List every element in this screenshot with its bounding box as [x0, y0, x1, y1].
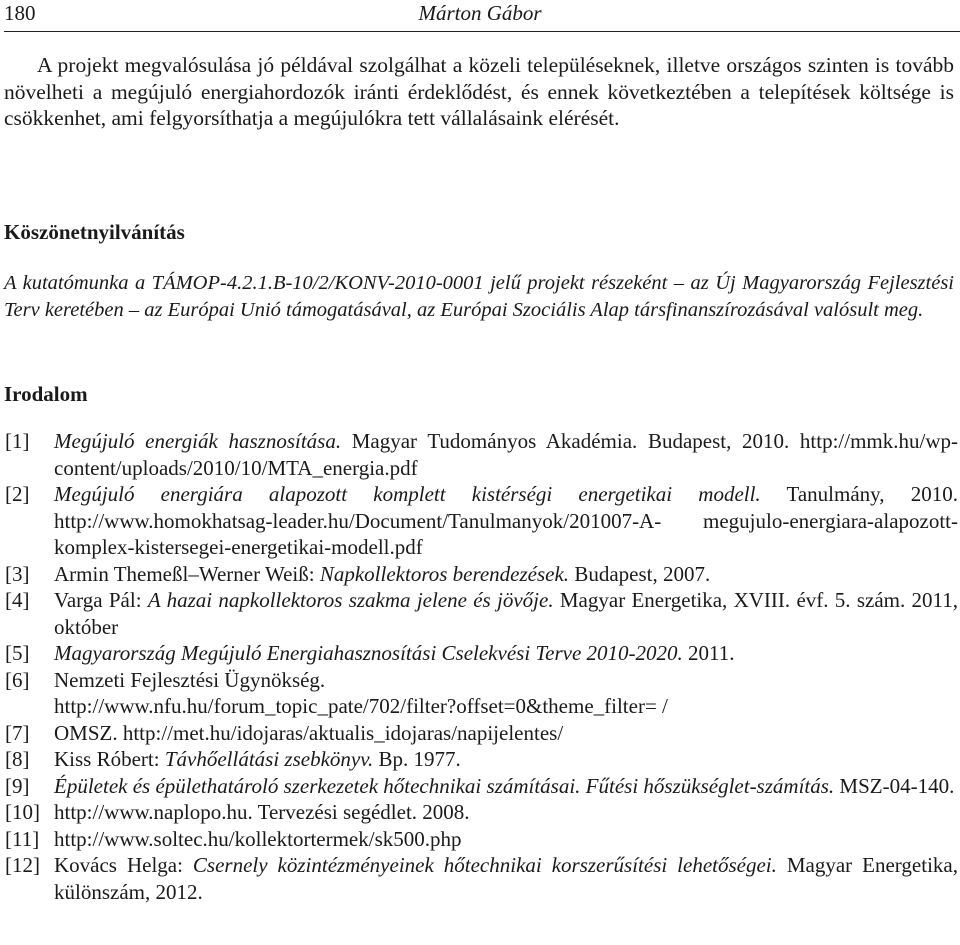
reference-item: [0, 667, 958, 720]
reference-lead: Nemzeti Fejlesztési Ügynökség.: [54, 667, 326, 692]
reference-italic: Megújuló energiára alapozott komplett kistérségi energetikai modell.: [54, 482, 761, 506]
ack-paragraph: A kutatómunka a TÁMOP-4.2.1.B-10/2/KONV-2010-0001 jelű projekt részeként – az Új Magyarország Fejlesztési Terv keretében – az Európai Unió támogatásával, az Európai Szociális Alap társfinanszírozásával valósult meg.: [4, 272, 954, 321]
reference-italic: Magyarország Megújuló Energiahasznosítási Cselekvési Terve 2010-2020.: [54, 641, 683, 665]
reference-tail: Tanulmány, 2010. http://www.homokhatsag-leader.hu/Document/Tanulmanyok/201007-A- megujulo-energiara-alapozott-komplex-kistersegei-energetikai-modell.pdf: [54, 482, 958, 559]
reference-item: [0, 428, 958, 481]
reference-item: [0, 561, 958, 588]
reference-item: [0, 852, 958, 905]
reference-url[interactable]: http://www.nfu.hu/forum_topic_pate/702/filter?offset=0&theme_filter= /: [54, 694, 668, 718]
reference-tail: 2011.: [682, 641, 735, 665]
reference-number: [11]: [5, 826, 40, 851]
ack-heading: Köszönetnyilvánítás: [4, 220, 185, 244]
reference-item: [0, 746, 958, 773]
references-heading: Irodalom: [4, 382, 88, 406]
reference-lead: Kiss Róbert:: [54, 747, 165, 771]
reference-item: [0, 773, 958, 800]
reference-tail: Magyar Energetika, XVIII. évf. 5. szám. 2011, október: [54, 588, 958, 639]
intro-paragraph: A projekt megvalósulása jó példával szolgálhat a közeli településeknek, illetve országos szinten is tovább növelheti a megújuló energiahordozók iránti érdeklődést, és ennek következtében a telepítések költsége is csökkenhet, ami felgyorsíthatja a megújulókra tett vállalásaink elérését.: [4, 53, 954, 130]
reference-italic: Épületek és épülethatároló szerkezetek hőtechnikai számításai. Fűtési hőszükséglet-számítás.: [54, 773, 835, 798]
reference-tail: Budapest, 2007.: [569, 561, 711, 586]
reference-tail: Magyar Tudományos Akadémia. Budapest, 2010. http://mmk.hu/wp-content/uploads/2010/10/MTA_energia.pdf: [54, 429, 958, 480]
reference-italic: Távhőellátási zsebkönyv.: [164, 747, 374, 771]
reference-lead: http://www.soltec.hu/kollektortermek/sk500.php: [54, 826, 462, 851]
reference-number: [3]: [5, 561, 30, 586]
reference-italic: Megújuló energiák hasznosítása.: [54, 429, 342, 453]
reference-lead: OMSZ. http://met.hu/idojaras/aktualis_idojaras/napijelentes/: [54, 720, 564, 745]
reference-number: [9]: [5, 773, 30, 798]
reference-lead: http://www.naplopo.hu. Tervezési segédlet. 2008.: [54, 800, 470, 824]
reference-italic: A hazai napkollektoros szakma jelene és jövője.: [147, 588, 554, 612]
reference-tail: MSZ-04-140.: [834, 773, 955, 798]
reference-number: [1]: [5, 429, 30, 453]
reference-item: [0, 481, 958, 561]
reference-number: [12]: [5, 853, 40, 877]
running-header: [0, 0, 960, 30]
reference-item: [0, 640, 958, 667]
reference-tail: Bp. 1977.: [373, 747, 461, 771]
reference-number: [6]: [5, 667, 30, 692]
reference-number: [8]: [5, 747, 30, 771]
running-author: Márton Gábor: [418, 1, 542, 25]
reference-italic: Napkollektoros berendezések.: [319, 561, 570, 586]
reference-item: [0, 720, 958, 747]
reference-number: [5]: [5, 641, 30, 665]
reference-item: [0, 799, 958, 826]
reference-item: [0, 826, 958, 853]
reference-number: [10]: [5, 800, 40, 824]
reference-list: [0, 428, 958, 905]
reference-item: [0, 587, 958, 640]
reference-italic: Csernely közintézményeinek hőtechnikai korszerűsítési lehetőségei.: [192, 853, 777, 877]
reference-tail: Magyar Energetika, különszám, 2012.: [54, 853, 958, 904]
reference-lead: Armin Themeßl–Werner Weiß:: [54, 561, 320, 586]
header-rule: [4, 31, 960, 32]
reference-number: [2]: [5, 482, 30, 506]
page-number: 180: [4, 1, 36, 25]
reference-lead: Varga Pál:: [54, 588, 148, 612]
reference-number: [7]: [5, 720, 30, 745]
reference-lead: Kovács Helga:: [54, 853, 193, 877]
reference-number: [4]: [5, 588, 30, 612]
